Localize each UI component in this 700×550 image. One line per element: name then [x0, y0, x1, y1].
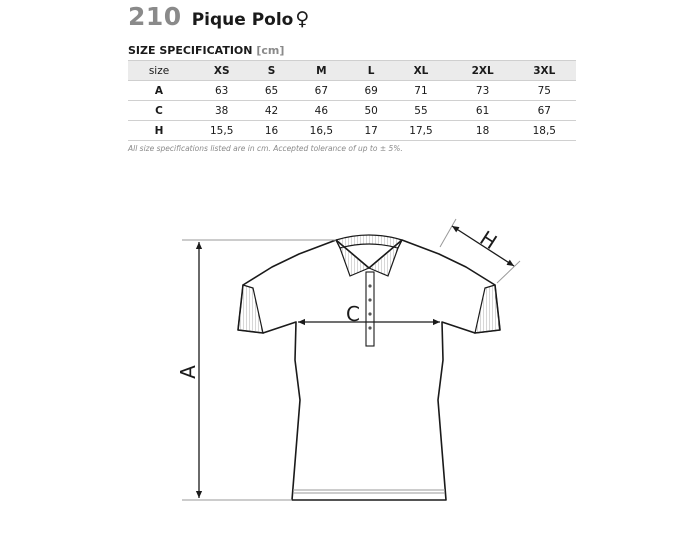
table-cell: 38	[190, 101, 253, 121]
header-cell-3xl: 3XL	[533, 64, 556, 77]
table-cell: 50	[353, 101, 389, 121]
dimension-h-ext-1	[440, 219, 456, 247]
tolerance-note: All size specifications listed are in cm. Accepted tolerance of up to ± 5%.	[128, 144, 403, 153]
button-icon	[368, 284, 371, 287]
table-cell: 16	[253, 121, 289, 141]
size-spec-unit: [cm]	[256, 44, 285, 57]
product-code: 210	[128, 2, 182, 31]
table-cell: 69	[353, 81, 389, 101]
row-label: C	[128, 101, 190, 121]
product-name: Pique Polo	[191, 10, 294, 30]
dimension-h-ext-2	[497, 261, 520, 283]
header-cell-size: size	[148, 64, 170, 77]
table-cell: 46	[290, 101, 353, 121]
dimension-a-label: A	[175, 365, 200, 379]
header-cell-s: S	[267, 64, 276, 77]
dimension-h-label: H	[475, 225, 502, 255]
table-cell: 17	[353, 121, 389, 141]
dimension-c-label: C	[346, 302, 360, 326]
placket	[366, 272, 374, 346]
row-label: A	[128, 81, 190, 101]
table-cell: 71	[389, 81, 452, 101]
header-cell-m: M	[316, 64, 327, 77]
table-cell: 61	[453, 101, 513, 121]
button-icon	[368, 312, 371, 315]
table-cell: 63	[190, 81, 253, 101]
header-cell-l: L	[367, 64, 375, 77]
table-cell: 75	[513, 81, 576, 101]
table-cell: 18	[453, 121, 513, 141]
header-cell-xs: XS	[213, 64, 230, 77]
table-cell: 15,5	[190, 121, 253, 141]
table-cell: 17,5	[389, 121, 452, 141]
table-cell: 67	[290, 81, 353, 101]
table-cell: 42	[253, 101, 289, 121]
header-cell-xl: XL	[413, 64, 429, 77]
collar-back	[336, 235, 402, 248]
button-icon	[368, 298, 371, 301]
table-cell: 16,5	[290, 121, 353, 141]
table-cell: 65	[253, 81, 289, 101]
header-cell-2xl: 2XL	[471, 64, 494, 77]
row-label: H	[128, 121, 190, 141]
female-symbol-icon: ♀	[295, 8, 310, 30]
table-cell: 67	[513, 101, 576, 121]
table-cell: 18,5	[513, 121, 576, 141]
table-cell: 55	[389, 101, 452, 121]
table-cell: 73	[453, 81, 513, 101]
size-spec-title-text: SIZE SPECIFICATION	[128, 44, 253, 57]
button-icon	[368, 326, 371, 329]
